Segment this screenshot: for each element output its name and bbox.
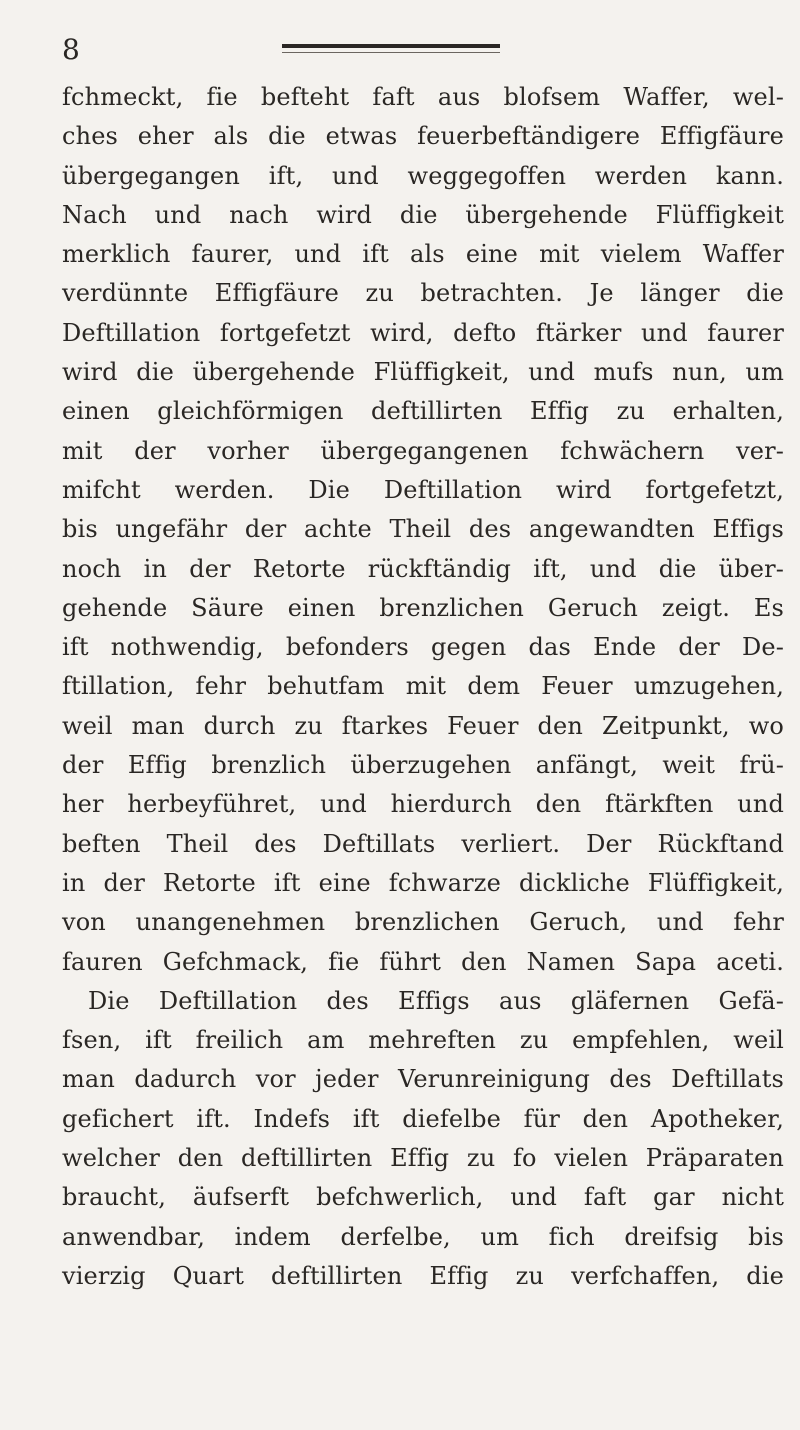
page-number: 8 [62, 33, 80, 66]
text-line-13: noch in der Retorte rückftändig ift, und die über- [62, 554, 784, 583]
text-line-8: wird die übergehende Flüffigkeit, und mufs nun, um [62, 358, 784, 387]
text-line-29: braucht, äufserft befchwerlich, und faft gar nicht [62, 1183, 784, 1212]
body-text [62, 78, 784, 1296]
text-line-28: welcher den deftillirten Effig zu fo vielen Präparaten [62, 1144, 784, 1173]
text-line-24: Die Deftillation des Effigs aus gläfernen Gefä- [88, 986, 784, 1015]
text-line-10: mit der vorher übergegangenen fchwächern ver- [62, 436, 784, 465]
text-line-9: einen gleichförmigen deftillirten Effig zu erhalten, [62, 397, 784, 426]
text-line-25: fsen, ift freilich am mehreften zu empfehlen, weil [62, 1026, 784, 1055]
text-line-6: verdünnte Effigfäure zu betrachten. Je länger die [62, 279, 784, 308]
text-line-26: man dadurch vor jeder Verunreinigung des Deftillats [62, 1065, 784, 1094]
header-rule [282, 44, 500, 48]
text-line-1: fchmeckt, fie befteht faft aus blofsem Waffer, wel- [62, 83, 784, 111]
text-line-12: bis ungefähr der achte Theil des angewandten Effigs [62, 515, 784, 544]
text-line-7: Deftillation fortgefetzt wird, defto ftärker und faurer [62, 318, 784, 347]
text-line-5: merklich faurer, und ift als eine mit vielem Waffer [62, 240, 784, 269]
text-line-27: gefichert ift. Indefs ift diefelbe für den Apotheker, [62, 1104, 784, 1133]
text-line-20: beften Theil des Deftillats verliert. Der Rückftand [62, 829, 784, 858]
text-line-21: in der Retorte ift eine fchwarze dickliche Flüffigkeit, [62, 868, 784, 897]
text-line-2: ches eher als die etwas feuerbeftändigere Effigfäure [62, 122, 784, 151]
text-line-15: ift nothwendig, befonders gegen das Ende der De- [62, 633, 784, 662]
text-line-22: von unangenehmen brenzlichen Geruch, und fehr [62, 908, 784, 937]
text-line-19: her herbeyführet, und hierdurch den ftärkften und [62, 790, 784, 819]
text-line-16: ftillation, fehr behutfam mit dem Feuer umzugehen, [62, 672, 784, 701]
header-rule-thin [282, 52, 500, 53]
text-line-18: der Effig brenzlich überzugehen anfängt, weit frü- [62, 751, 784, 780]
text-line-17: weil man durch zu ftarkes Feuer den Zeitpunkt, wo [62, 711, 784, 740]
text-line-30: anwendbar, indem derfelbe, um fich dreifsig bis [62, 1222, 784, 1251]
text-line-23: fauren Gefchmack, fie führt den Namen Sapa aceti. [62, 947, 784, 976]
text-line-4: Nach und nach wird die übergehende Flüffigkeit [62, 200, 784, 229]
text-line-31: vierzig Quart deftillirten Effig zu verfchaffen, die [62, 1261, 784, 1290]
text-line-3: übergegangen ift, und weggegoffen werden kann. [62, 161, 784, 190]
text-line-14: gehende Säure einen brenzlichen Geruch zeigt. Es [62, 593, 784, 622]
page-header [62, 30, 522, 70]
text-line-11: mifcht werden. Die Deftillation wird fortgefetzt, [62, 475, 784, 504]
